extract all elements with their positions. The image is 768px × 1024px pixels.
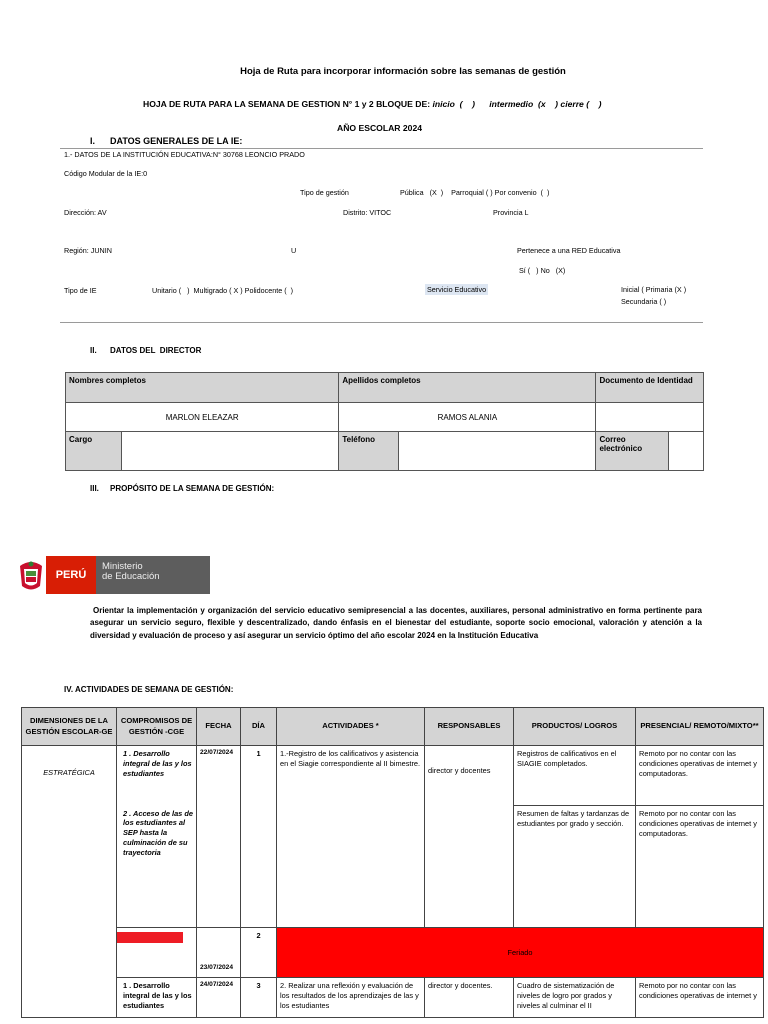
responsables-3: director y docentes. [425,978,514,1018]
actividad-3: 2. Realizar una reflexión y evaluación de los resultados de los aprendizajes de las y los estudiantes [277,978,425,1018]
header-dia: DÍA [241,708,277,746]
fecha-2: 23/07/2024 [197,928,241,978]
logo-ministry [96,556,210,594]
header-documento: Documento de Identidad [596,373,704,403]
section2-title: II. DATOS DEL DIRECTOR [90,346,202,355]
ugel: U [291,246,297,255]
red-highlight-block [117,932,183,943]
header-fecha: FECHA [197,708,241,746]
section1-bottom-rule [60,322,703,323]
compromiso-2: 2 . Acceso de las de los estudiantes al SEP hasta la culminación de su trayectoria [117,806,197,928]
producto-1b: Resumen de faltas y tardanzas de estudiantes por grado y sección. [514,806,636,928]
section4-title: IV. ACTIVIDADES DE SEMANA DE GESTIÓN: [64,685,234,694]
minedu-logo [16,556,210,594]
document-subtitle [143,99,602,109]
table-row [22,746,764,806]
header-responsables: RESPONSABLES [425,708,514,746]
nivel-line2: Secundaria ( ) [621,297,667,306]
tipo-ie-options: Unitario ( ) Multigrado ( X ) Polidocente ( ) [152,286,294,295]
correo-label: Correo electrónico [596,432,669,471]
fecha-1: 22/07/2024 [197,746,241,928]
feriado-label: Feriado [277,928,764,978]
section3-title: III. PROPÓSITO DE LA SEMANA DE GESTIÓN: [90,484,275,493]
section1-top-rule [60,148,703,149]
logo-ministry-line1: Ministerio [102,561,143,572]
red-educativa-label: Pertenece a una RED Educativa [517,246,621,255]
header-actividades: ACTIVIDADES * [277,708,425,746]
actividad-1: 1.-Registro de los calificativos y asistencia en el Siagie correspondiente al II bimestre. [277,746,425,928]
peru-seal-icon [16,556,46,594]
block-options: inicio ( ) intermedio (x ) cierre ( ) [432,99,602,109]
direccion: Dirección: AV [64,208,107,217]
tipo-ie-label: Tipo de IE [64,286,97,295]
responsables-1: director y docentes [425,746,514,928]
servicio-educativo: Servicio Educativo [427,285,487,294]
document-title: Hoja de Ruta para incorporar información sobre las semanas de gestión [240,66,566,77]
director-documento [596,403,704,432]
school-year: AÑO ESCOLAR 2024 [337,123,423,133]
codigo-modular: Código Modular de la IE:0 [64,169,148,178]
header-apellidos: Apellidos completos [339,373,596,403]
distrito: Distrito: VITOC [343,208,392,217]
subtitle-prefix: HOJA DE RUTA PARA LA SEMANA DE GESTION N° 1 y 2 BLOQUE DE: [143,99,431,109]
dia-2: 2 [241,928,277,978]
table-row [22,928,764,978]
logo-ministry-line2: de Educación [102,570,160,582]
dia-1: 1 [241,746,277,928]
telefono-label: Teléfono [339,432,399,471]
feriado-compromiso [117,928,197,978]
modalidad-1a: Remoto por no contar con las condiciones operativas de internet y computadoras. [636,746,764,806]
producto-3: Cuadro de sistematización de niveles de logro por grados y niveles al culminar el II [514,978,636,1018]
tipo-gestion-label: Tipo de gestión [300,188,349,197]
dimension-estrategica: ESTRATÉGICA [22,746,117,1018]
header-compromisos: COMPROMISOS DE GESTIÓN -CGE [117,708,197,746]
red-educativa-options: Sí ( ) No (X) [519,266,566,275]
region: Región: JUNIN [64,246,112,255]
director-table [65,372,704,471]
nivel-line1: Inicial ( Primaria (X ) [621,285,687,294]
fecha-3: 24/07/2024 [197,978,241,1018]
section1-title: I. DATOS GENERALES DE LA IE: [90,136,243,146]
purpose-paragraph: Orientar la implementación y organización del servicio educativo semipresencial a las docentes, auxiliares, personal administrativo en forma pertinente para asegurar un servicio seguro, flexible y descentralizado, dando énfasis en el bienestar del estudiante, soporte socio emocional, valoración y atención a la diversidad y evaluación de proceso y así asegurar un servicio óptimo del año escolar 2024 en la Institución Educativa [90,606,702,640]
correo-value [669,432,704,471]
provincia: Provincia L [493,208,529,217]
header-modalidad: PRESENCIAL/ REMOTO/MIXTO** [636,708,764,746]
director-nombres: MARLON ELEAZAR [66,403,339,432]
director-apellidos: RAMOS ALANIA [339,403,596,432]
compromiso-3: 1 . Desarrollo integral de las y los estudiantes [117,978,197,1018]
header-nombres: Nombres completos [66,373,339,403]
dia-3: 3 [241,978,277,1018]
ie-name: 1.- DATOS DE LA INSTITUCIÓN EDUCATIVA:N° 30768 LEONCIO PRADO [64,150,305,159]
modalidad-1b: Remoto por no contar con las condiciones operativas de internet y computadoras. [636,806,764,928]
cargo-label: Cargo [66,432,122,471]
logo-country: PERÚ [46,556,96,594]
table-row [22,978,764,1018]
producto-1a: Registros de calificativos en el SIAGIE completados. [514,746,636,806]
modalidad-3: Remoto por no contar con las condiciones operativas de internet y [636,978,764,1018]
header-dimensiones: DIMENSIONES DE LA GESTIÓN ESCOLAR-GE [22,708,117,746]
cargo-value [122,432,339,471]
activities-table [21,707,764,1018]
tipo-gestion-options: Pública (X ) Parroquial ( ) Por convenio ( ) [400,188,550,197]
header-productos: PRODUCTOS/ LOGROS [514,708,636,746]
telefono-value [399,432,596,471]
compromiso-1: 1 . Desarrollo integral de las y los estudiantes [117,746,197,806]
